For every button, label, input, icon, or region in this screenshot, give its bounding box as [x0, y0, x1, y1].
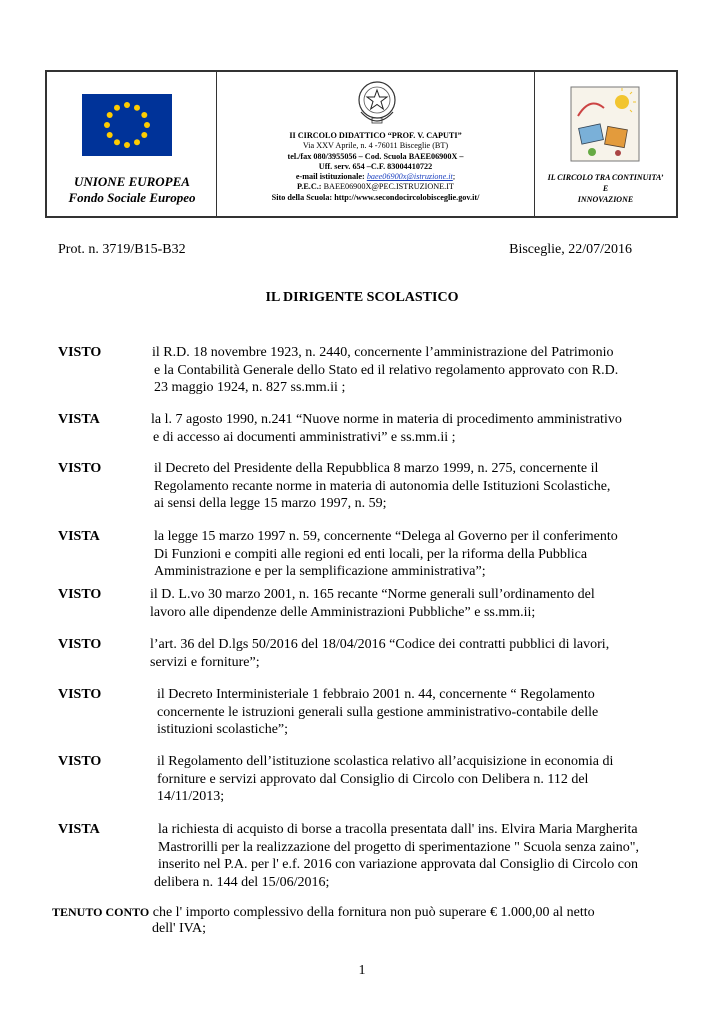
pec-label: P.E.C.: — [297, 182, 324, 192]
recital-line: il Regolamento dell’istituzione scolastica relativo all’acquisizione in economia di — [157, 754, 614, 769]
recital-label: VISTO — [58, 587, 102, 602]
recital-label: VISTA — [58, 529, 100, 544]
recital-line: lavoro alle dipendenze delle Amministrazioni Pubbliche” e ss.mm.ii; — [150, 604, 536, 620]
school-logo-icon — [570, 86, 640, 162]
circolo-caption — [535, 172, 676, 205]
circolo-line-2: E — [602, 184, 609, 193]
tenuto-conto-line-2: dell' IVA; — [152, 921, 206, 936]
school-info — [221, 131, 530, 203]
school-address: Via XXV Aprile, n. 4 -76011 Bisceglie (BT) — [302, 141, 449, 151]
pec-value: BAEE06900X@PEC.ISTRUZIONE.IT — [323, 182, 454, 192]
italian-republic-emblem-icon — [355, 78, 399, 128]
circolo-line-3: INNOVAZIONE — [577, 195, 634, 204]
tenuto-conto-entry — [52, 903, 692, 936]
recital-line: e la Contabilità Generale dello Stato ed il relativo regolamento approvato con R.D. — [154, 362, 619, 378]
circolo-cell — [535, 72, 676, 216]
recital-line: il R.D. 18 novembre 1923, n. 2440, concernente l’amministrazione del Patrimonio — [152, 345, 614, 360]
recital-line: il Decreto del Presidente della Repubblica 8 marzo 1999, n. 275, concernente il — [154, 461, 599, 476]
recital-line: Amministrazione e per la semplificazione amministrativa”; — [154, 564, 486, 579]
recital-line: il D. L.vo 30 marzo 2001, n. 165 recante “Norme generali sull’ordinamento del — [150, 587, 595, 602]
recital-text — [150, 636, 609, 671]
email-link[interactable]: baee06900x@istruzione.it — [366, 172, 453, 182]
recital-line: Di Funzioni e compiti alle regioni ed enti locali, per la riforma della Pubblica — [154, 546, 588, 562]
recital-line: e di accesso ai documenti amministrativi” e ss.mm.ii ; — [153, 429, 456, 445]
recital-line: il Decreto Interministeriale 1 febbraio 2001 n. 44, concernente “ Regolamento — [157, 687, 595, 702]
recital-line: Regolamento recante norme in materia di autonomia delle Istituzioni Scolastiche, — [154, 478, 611, 494]
recital-text — [154, 528, 618, 581]
recital-line: forniture e servizi approvato dal Consiglio di Circolo con Delibera n. 112 del — [157, 771, 589, 787]
recital-line: ai sensi della legge 15 marzo 1997, n. 59; — [154, 496, 387, 511]
tenuto-conto-line-1: che l' importo complessivo della fornitura non può superare € 1.000,00 al netto — [149, 905, 595, 920]
eu-flag-icon — [82, 94, 172, 156]
recital-label: VISTO — [58, 687, 102, 702]
recital-line: la richiesta di acquisto di borse a tracolla presentata dall' ins. Elvira Maria Margherita — [158, 822, 638, 837]
recital-line: Mastrorilli per la realizzazione del progetto di sperimentazione " Scuola senza zaino", — [158, 839, 640, 855]
tenuto-conto-label: TENUTO CONTO — [52, 905, 150, 919]
school-name: II CIRCOLO DIDATTICO “PROF. V. CAPUTI” — [289, 131, 462, 140]
eu-caption — [47, 174, 217, 206]
recital-line: 14/11/2013; — [157, 789, 225, 804]
recital-text — [157, 686, 598, 739]
school-uff: Uff. serv. 654 –C.F. 83004410722 — [318, 161, 433, 171]
recital-line: l’art. 36 del D.lgs 50/2016 del 18/04/2016 “Codice dei contratti pubblici di lavori, — [150, 637, 610, 652]
recital-line: delibera n. 144 del 15/06/2016; — [154, 874, 330, 890]
school-tel: tel./fax 080/3955056 – Cod. Scuola BAEE06900X – — [287, 151, 464, 161]
eu-line-2: Fondo Sociale Europeo — [68, 190, 196, 205]
recital-line: la legge 15 marzo 1997 n. 59, concernente “Delega al Governo per il conferimento — [154, 529, 618, 544]
recital-line: la l. 7 agosto 1990, n.241 “Nuove norme in materia di procedimento amministrativo — [151, 412, 622, 427]
recital-label: VISTA — [58, 412, 100, 427]
recital-label: VISTO — [58, 461, 102, 476]
protocol-number: Prot. n. 3719/B15-B32 — [58, 242, 186, 257]
document-title: IL DIRIGENTE SCOLASTICO — [265, 290, 459, 305]
page-number: 1 — [358, 963, 366, 978]
recital-line: inserito nel P.A. per l' e.f. 2016 con variazione approvata dal Consiglio di Circolo con — [158, 857, 638, 872]
recital-text — [152, 344, 618, 397]
recital-text — [157, 753, 613, 806]
recital-text — [150, 586, 595, 621]
recital-text — [154, 460, 610, 513]
school-cell — [217, 72, 535, 216]
school-site: Sito della Scuola: http://www.secondocircolobisceglie.gov.it/ — [271, 192, 480, 202]
school-pec-row — [221, 182, 530, 192]
recital-line: concernente le istruzioni generali sulla gestione amministrativo-contabile delle — [157, 704, 599, 720]
recital-text — [154, 821, 640, 891]
eu-line-1: UNIONE EUROPEA — [74, 174, 190, 189]
recital-line: servizi e forniture”; — [150, 654, 260, 670]
letterhead — [45, 70, 678, 218]
email-label: e-mail istituzionale: — [295, 172, 367, 182]
recital-text — [151, 411, 622, 446]
recital-label: VISTO — [58, 637, 102, 652]
recital-label: VISTO — [58, 345, 102, 360]
recital-label: VISTA — [58, 822, 100, 837]
recital-line: istituzioni scolastiche”; — [157, 722, 289, 737]
eu-cell — [47, 72, 217, 216]
recital-label: VISTO — [58, 754, 102, 769]
circolo-line-1: IL CIRCOLO TRA CONTINUITA’ — [547, 173, 664, 182]
document-date: Bisceglie, 22/07/2016 — [509, 242, 632, 257]
recital-line: 23 maggio 1924, n. 827 ss.mm.ii ; — [154, 380, 346, 395]
school-email-row: e-mail istituzionale: baee06900x@istruzione.it; — [295, 172, 456, 182]
